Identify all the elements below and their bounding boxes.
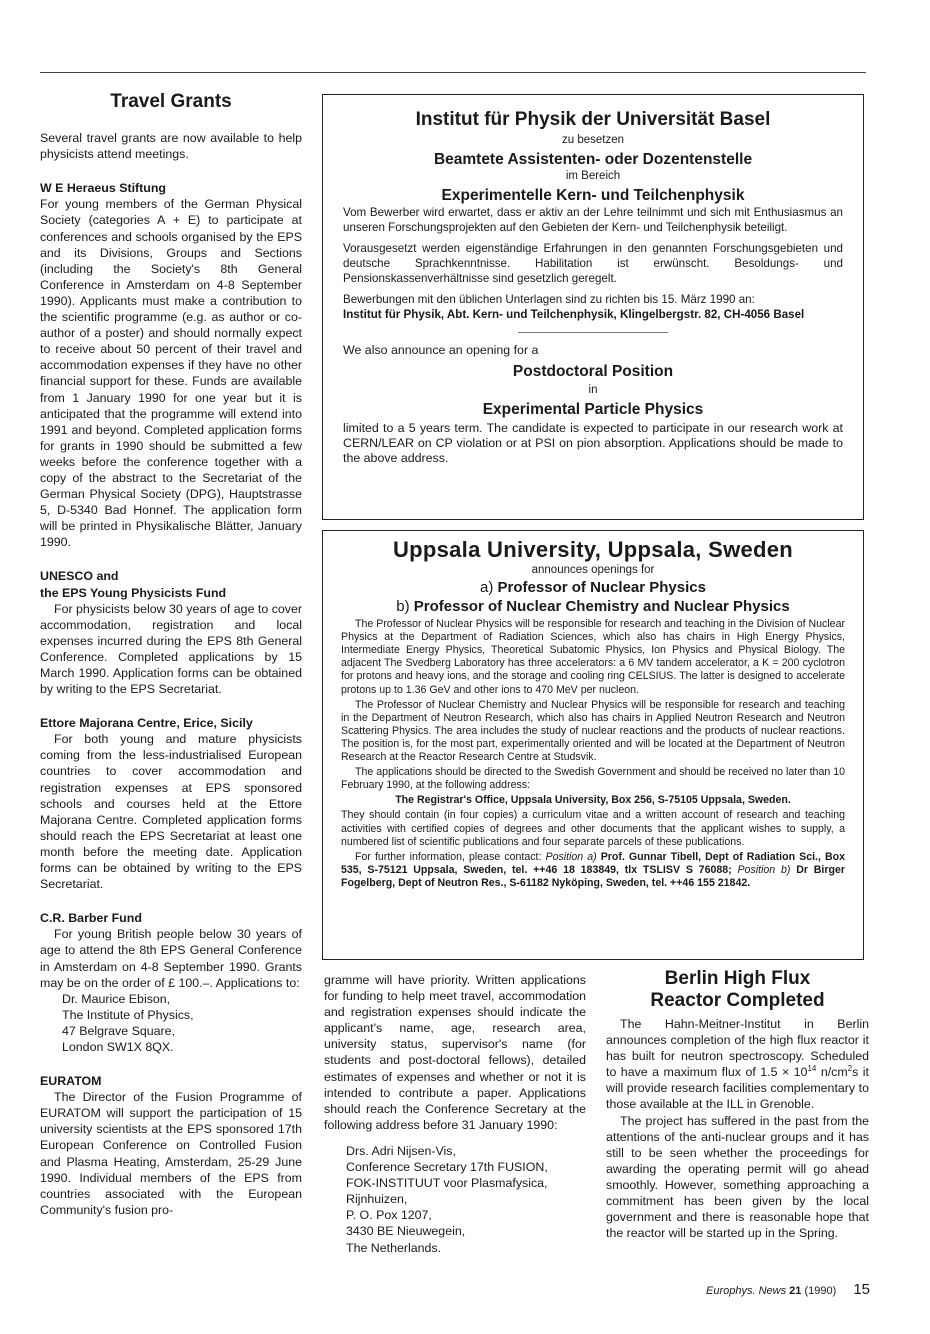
address-line: London SW1X 8QX. bbox=[62, 1039, 174, 1054]
position-prefix: b) bbox=[396, 598, 410, 616]
address-line: The Institute of Physics, bbox=[62, 1007, 194, 1022]
position-title: Professor of Nuclear Chemistry and Nuclear Physics bbox=[413, 598, 790, 616]
basel-p3: Bewerbungen mit den üblichen Unterlagen sind zu richten bis 15. März 1990 an: bbox=[343, 293, 755, 306]
ettore-text: For both young and mature physicists coming from the less-industrialised European countries to cover accommodation and registration expenses at EPS sponsored schools and courses held at the Ettore Majorana Centre. Completed application forms should reach the EPS Secretariat at least one month before the meeting date. Application forms can be obtained by writing to the EPS Secretariat. bbox=[40, 732, 302, 892]
address-line: FOK-INSTITUUT voor Plasmafysica, bbox=[346, 1176, 548, 1191]
ettore-heading: Ettore Majorana Centre, Erice, Sicily bbox=[40, 716, 253, 731]
uppsala-contact bbox=[341, 851, 845, 890]
page-number: 15 bbox=[853, 1281, 870, 1298]
uppsala-p2: The Professor of Nuclear Chemistry and Nuclear Physics will be responsible for research and teaching in the Department of Neutron Research, which also has chairs in Applied Neutron Research and Neutron Scattering Physics. The area includes the study of nuclear reactions and the products of nuclear reactions. The position is, for the most part, experimentally oriented and will be located at the Department of Neutron Research at the Reactor Research Centre at Studsvik. bbox=[341, 698, 845, 764]
contact-label: Position a) bbox=[545, 850, 597, 863]
year: (1990) bbox=[804, 1285, 837, 1297]
volume: 21 bbox=[789, 1285, 802, 1297]
barber-heading: C.R. Barber Fund bbox=[40, 911, 142, 926]
text-run: n/cm bbox=[816, 1065, 848, 1080]
address-line: The Netherlands. bbox=[346, 1240, 442, 1255]
address-line: 47 Belgrave Square, bbox=[62, 1023, 175, 1038]
fusion-address bbox=[324, 1143, 586, 1256]
uppsala-p3: The applications should be directed to the Swedish Government and should be received no later than 10 February 1990, at the following address: bbox=[341, 766, 845, 792]
text-run: s it will provide research facilities complementary to those available at the ILL in Grenoble. bbox=[606, 1065, 869, 1112]
travel-intro: Several travel grants are now available to help physicists attend meetings. bbox=[40, 131, 302, 162]
uppsala-position-b bbox=[341, 597, 845, 616]
basel-en-field: Experimental Particle Physics bbox=[482, 401, 704, 418]
address-line: Drs. Adri Nijsen-Vis, bbox=[346, 1143, 456, 1158]
unesco-heading-2: the EPS Young Physicists Fund bbox=[40, 585, 227, 600]
basel-advertisement bbox=[322, 94, 864, 520]
unesco-heading-1: UNESCO and bbox=[40, 569, 119, 584]
text-run: The Hahn-Meitner-Institut in Berlin announces completion of the high flux reactor it has built for neutron spectroscopy. Scheduled to have a maximum flux of 1.5 × 10 bbox=[606, 1017, 869, 1080]
basel-p1: Vom Bewerber wird erwartet, dass er aktiv an der Lehre teilnimmt und sich mit Enthusiasmus an unseren Forschungsprojekten auf den Gebieten der Kern- und Teilchenphysik beteiligt. bbox=[343, 206, 843, 234]
heraeus-heading: W E Heraeus Stiftung bbox=[40, 181, 166, 196]
address-line: P. O. Pox 1207, bbox=[346, 1208, 432, 1223]
basel-title: Institut für Physik der Universität Basel bbox=[415, 109, 771, 130]
berlin-title bbox=[606, 968, 869, 1012]
berlin-p2: The project has suffered in the past from the attentions of the anti-nuclear groups and it has still to be seen whether the proceedings for awarding the operating permit will go ahead smoothly. However, something approaching a commitment has been given by the local government and there is reasonable hope that the reactor will be started up in the Spring. bbox=[606, 1113, 869, 1241]
unesco-text: For physicists below 30 years of age to cover accommodation, registration and local expenses incurred during the EPS 8th General Conference. Completed applications by 15 March 1990. Application forms can be obtained by writing to the EPS Secretariat. bbox=[40, 601, 302, 697]
journal-name: Europhys. News bbox=[705, 1285, 787, 1297]
euratom-continued bbox=[324, 972, 586, 1256]
basel-address: Institut für Physik, Abt. Kern- und Teilchenphysik, Klingelbergstr. 82, CH-4056 Basel bbox=[343, 308, 805, 321]
heraeus-text: For young members of the German Physical Society (categories A + E) to participate at conferences and schools organised by the EPS and its Divisions, Groups and Sections (including the Society's 8th General Conference in Amsterdam on 4-8 September 1990). Applicants must make a contribution to the scientific programme (e.g. as author or co-author of a poster) and should normally expect to receive about 50 percent of their travel and accommodation expenses if they have no other financial support for these. Funds are available from 1 January 1990 for one year but it is anticipated that the programme will extend into 1991 and beyond. Completed application forms for grants in 1990 should be submitted a few weeks before the conference together with a copy of the abstract to the Secretariat of the German Physical Society (DPG), Hauptstrasse 5, D-5340 Bad Honnef. The application form will be printed in Physikalische Blätter, January 1990. bbox=[40, 197, 302, 550]
separator bbox=[518, 332, 668, 333]
barber-address bbox=[40, 991, 302, 1055]
basel-sub1: zu besetzen bbox=[561, 134, 624, 146]
uppsala-position-a bbox=[341, 578, 845, 597]
uppsala-announces: announces openings for bbox=[531, 564, 655, 576]
uppsala-title: Uppsala University, Uppsala, Sweden bbox=[392, 537, 794, 562]
euratom-text: The Director of the Fusion Programme of EURATOM will support the participation of 15 university scientists at the EPS sponsored 17th European Conference on Controlled Fusion and Plasma Heating, Amsterdam, 25-29 June 1990. Individual members of the EPS from countries associated with the European Community's fusion pro- bbox=[40, 1090, 302, 1217]
continued-text: gramme will have priority. Written applications for funding to help meet travel, accommodation and registration expenses should indicate the applicant's name, age, research area, university status, supervisor's name (for students and post-doctoral fellows), detailed estimates of expenses and whether or not it is intended to contribute a paper. Applications should reach the Conference Secretary at the following address before 31 January 1990: bbox=[324, 973, 586, 1132]
title-line: Berlin High Flux bbox=[664, 968, 811, 989]
position-title: Professor of Nuclear Physics bbox=[497, 579, 706, 597]
top-rule bbox=[40, 72, 866, 73]
berlin-p1 bbox=[606, 1016, 869, 1113]
address-line: Dr. Maurice Ebison, bbox=[62, 991, 171, 1006]
address-line: 3430 BE Nieuwegein, bbox=[346, 1224, 466, 1239]
basel-en-intro: We also announce an opening for a bbox=[343, 343, 539, 357]
exponent: 2 bbox=[847, 1064, 853, 1074]
position-prefix: a) bbox=[480, 579, 494, 597]
address-line: Conference Secretary 17th FUSION, bbox=[346, 1160, 548, 1175]
address-line: Rijnhuizen, bbox=[346, 1192, 408, 1207]
berlin-article bbox=[606, 968, 869, 1241]
title-line: Reactor Completed bbox=[650, 990, 825, 1011]
basel-en-in: in bbox=[588, 384, 598, 396]
exponent: 14 bbox=[807, 1064, 817, 1074]
page-footer bbox=[706, 1281, 870, 1298]
uppsala-advertisement bbox=[322, 530, 864, 960]
basel-en-position: Postdoctoral Position bbox=[512, 363, 674, 380]
contact-text: For further information, please contact: bbox=[355, 850, 546, 863]
basel-en-text: limited to a 5 years term. The candidate is expected to participate in our research work at CERN/LEAR on CP violation or at PSI on pion absorption. Applications should be made to the above address. bbox=[343, 421, 843, 465]
contact-label: Position b) bbox=[737, 863, 791, 876]
travel-grants-article bbox=[40, 88, 302, 1218]
contact-text: Dr Birger Fogelberg, Dept of Neutron Res., S-61182 Nyköping, Sweden, tel. ++46 155 21842. bbox=[341, 863, 845, 889]
basel-p2: Vorausgesetzt werden eigenständige Erfahrungen in den genannten Forschungsgebieten und deutsche Sprachkenntnisse. Habilitation ist erwünscht. Besoldungs- und Pensionskassenverhältnisse sind gesetzlich geregelt. bbox=[343, 242, 843, 285]
basel-sub2: im Bereich bbox=[565, 170, 621, 182]
travel-grants-title: Travel Grants bbox=[110, 91, 232, 112]
uppsala-p1: The Professor of Nuclear Physics will be responsible for research and teaching in the Division of Nuclear Physics at the Department of Radiation Sciences, which also has chairs in High Energy Physics, Intermediate Energy Physics, Theoretical Subatomic Physics, Ion Physics and Physical Biology. The adjacent The Svedberg Laboratory has three accelerators: a 6 MV tandem accelerator, a K = 200 cyclotron for protons and heavy ions, and the storage and cooling ring CELSIUS. The latter is designed to accelerate protons up to 1.36 GeV and other ions to 470 MeV per nucleon. bbox=[341, 618, 845, 696]
uppsala-address: The Registrar's Office, Uppsala University, Box 256, S-75105 Uppsala, Sweden. bbox=[395, 794, 791, 807]
euratom-heading: EURATOM bbox=[40, 1074, 102, 1089]
contact-text: Prof. Gunnar Tibell, Dept of Radiation Sci., Box 535, S-75121 Uppsala, Sweden, tel. ++46 18 183849, tlx TSLISV S 76088; bbox=[341, 850, 845, 876]
barber-text: For young British people below 30 years of age to attend the 8th EPS General Conference in Amsterdam on 4-8 September 1990. Grants may be on the order of £ 100.–. Applications to: bbox=[40, 927, 302, 990]
basel-post: Beamtete Assistenten- oder Dozentenstelle bbox=[433, 151, 753, 168]
uppsala-p4: They should contain (in four copies) a curriculum vitae and a written account of research and teaching activities with certified copies of degrees and other documents that the applicant wishes to supply, a numbered list of scientific publications and four separate parcels of these publications. bbox=[341, 809, 845, 848]
basel-field: Experimentelle Kern- und Teilchenphysik bbox=[441, 187, 745, 204]
